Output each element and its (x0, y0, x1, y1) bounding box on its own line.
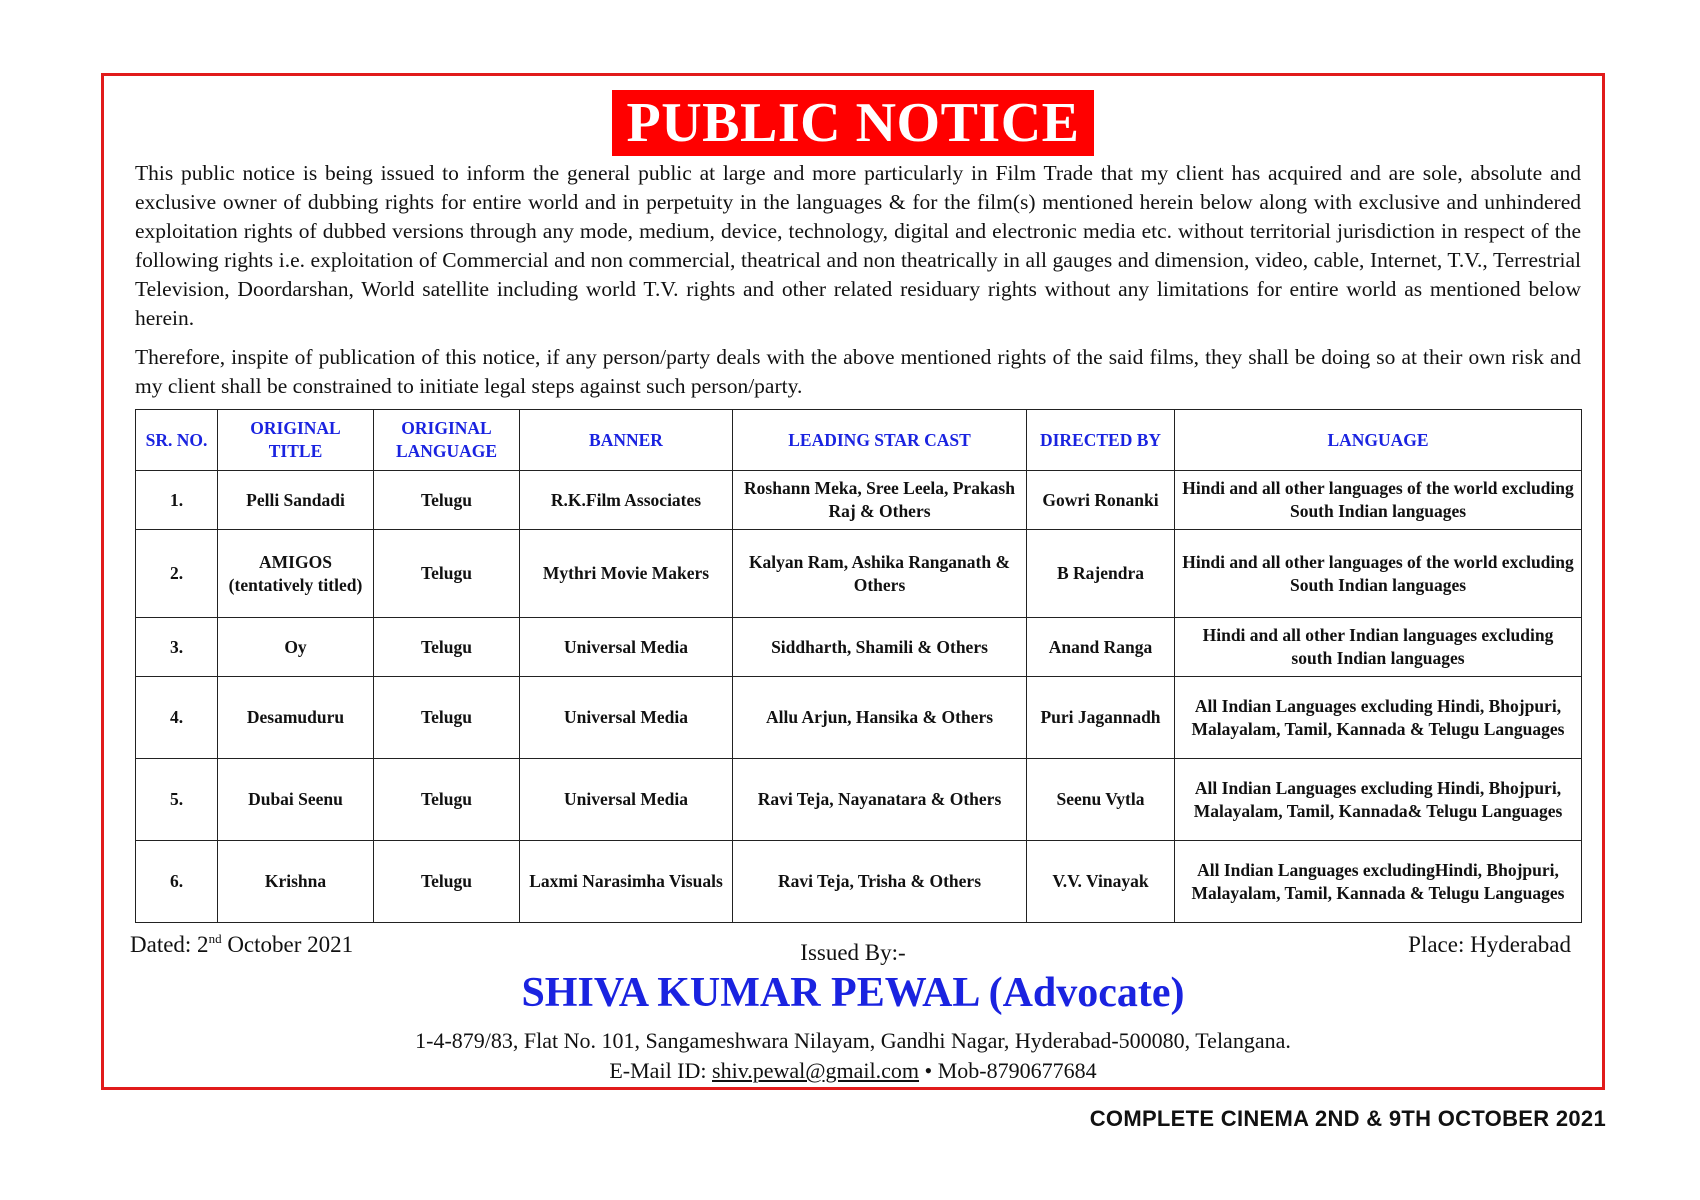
header-original-title: ORIGINAL TITLE (218, 410, 374, 471)
cell-sr-no: 3. (136, 618, 218, 677)
table-row (136, 759, 1582, 841)
cell-original-title: Pelli Sandadi (218, 471, 374, 530)
header-leading-star-cast: LEADING STAR CAST (733, 410, 1027, 471)
notice-paragraph-1: This public notice is being issued to inform the general public at large and more particularly in Film Trade that my client has acquired and are sole, absolute and exclusive owner of dubbing rights for entire world and in perpetuity in the languages & for the film(s) mentioned herein below along with exclusive and unhindered exploitation rights of dubbed versions through any mode, medium, device, technology, digital and electronic media etc. without territorial jurisdiction in respect of the following rights i.e. exploitation of Commercial and non commercial, theatrical and non theatrically in all gauges and dimension, video, cable, Internet, T.V., Terrestrial Television, Doordarshan, World satellite including world T.V. rights and other related residuary rights without any limitations for entire world as mentioned below herein. (135, 161, 1581, 330)
table-row (136, 677, 1582, 759)
cell-banner: Universal Media (520, 618, 733, 677)
issued-by: Issued By:- (800, 940, 906, 965)
header-directed-by: DIRECTED BY (1027, 410, 1175, 471)
cell-language: All Indian Languages excluding Hindi, Bhojpuri, Malayalam, Tamil, Kannada & Telugu Languages (1175, 677, 1582, 759)
publication-line: COMPLETE CINEMA 2ND & 9TH OCTOBER 2021 (1089, 1106, 1606, 1131)
cell-sr-no: 1. (136, 471, 218, 530)
cell-sr-no: 2. (136, 530, 218, 618)
cell-directed-by: V.V. Vinayak (1027, 841, 1175, 923)
cell-original-title: Dubai Seenu (218, 759, 374, 841)
cell-original-title: AMIGOS (tentatively titled) (218, 530, 374, 618)
cell-star-cast: Allu Arjun, Hansika & Others (733, 677, 1027, 759)
cell-directed-by: Seenu Vytla (1027, 759, 1175, 841)
address-line: 1-4-879/83, Flat No. 101, Sangameshwara Nilayam, Gandhi Nagar, Hyderabad-500080, Telangana. (415, 1028, 1291, 1053)
cell-star-cast: Ravi Teja, Trisha & Others (733, 841, 1027, 923)
cell-original-language: Telugu (374, 841, 520, 923)
cell-original-language: Telugu (374, 618, 520, 677)
cell-sr-no: 5. (136, 759, 218, 841)
cell-language: All Indian Languages excluding Hindi, Bhojpuri, Malayalam, Tamil, Kannada& Telugu Languages (1175, 759, 1582, 841)
cell-directed-by: Anand Ranga (1027, 618, 1175, 677)
cell-sr-no: 4. (136, 677, 218, 759)
cell-language: Hindi and all other Indian languages excluding south Indian languages (1175, 618, 1582, 677)
cell-original-language: Telugu (374, 677, 520, 759)
table-header-row (136, 410, 1582, 471)
cell-star-cast: Siddharth, Shamili & Others (733, 618, 1027, 677)
cell-banner: R.K.Film Associates (520, 471, 733, 530)
table-row (136, 471, 1582, 530)
notice-paragraph-2: Therefore, inspite of publication of this notice, if any person/party deals with the above mentioned rights of the said films, they shall be doing so at their own risk and my client shall be constrained to initiate legal steps against such person/party. (135, 345, 1581, 398)
cell-original-language: Telugu (374, 471, 520, 530)
cell-language: Hindi and all other languages of the world excluding South Indian languages (1175, 530, 1582, 618)
header-language: LANGUAGE (1175, 410, 1582, 471)
cell-star-cast: Ravi Teja, Nayanatara & Others (733, 759, 1027, 841)
contact-line (104, 1056, 1602, 1086)
cell-original-title: Krishna (218, 841, 374, 923)
cell-language: All Indian Languages excludingHindi, Bhojpuri, Malayalam, Tamil, Kannada & Telugu Languages (1175, 841, 1582, 923)
title-wrap (104, 90, 1602, 156)
advocate-name: SHIVA KUMAR PEWAL (Advocate) (521, 970, 1185, 1016)
cell-original-language: Telugu (374, 759, 520, 841)
place-line: Place: Hyderabad (1408, 932, 1571, 957)
cell-directed-by: B Rajendra (1027, 530, 1175, 618)
cell-star-cast: Kalyan Ram, Ashika Ranganath & Others (733, 530, 1027, 618)
cell-language: Hindi and all other languages of the world excluding South Indian languages (1175, 471, 1582, 530)
header-banner: BANNER (520, 410, 733, 471)
email-label: E-Mail ID: (609, 1058, 713, 1083)
cell-original-title: Oy (218, 618, 374, 677)
table-row (136, 618, 1582, 677)
email-link[interactable]: shiv.pewal@gmail.com (712, 1058, 920, 1083)
cell-directed-by: Puri Jagannadh (1027, 677, 1175, 759)
cell-banner: Laxmi Narasimha Visuals (520, 841, 733, 923)
cell-sr-no: 6. (136, 841, 218, 923)
notice-frame (101, 73, 1605, 1090)
cell-directed-by: Gowri Ronanki (1027, 471, 1175, 530)
table-row (136, 841, 1582, 923)
cell-banner: Mythri Movie Makers (520, 530, 733, 618)
films-table (135, 409, 1582, 923)
cell-original-language: Telugu (374, 530, 520, 618)
cell-original-title: Desamuduru (218, 677, 374, 759)
header-sr-no: SR. NO. (136, 410, 218, 471)
table-row (136, 530, 1582, 618)
mobile-number: • Mob-8790677684 (919, 1058, 1097, 1083)
dated-superscript: nd (208, 931, 222, 946)
dated-suffix: October 2021 (221, 932, 354, 957)
notice-title: PUBLIC NOTICE (612, 90, 1093, 156)
dated-prefix: Dated: 2 (130, 932, 209, 957)
cell-banner: Universal Media (520, 759, 733, 841)
cell-banner: Universal Media (520, 677, 733, 759)
cell-star-cast: Roshann Meka, Sree Leela, Prakash Raj & Others (733, 471, 1027, 530)
header-original-language: ORIGINAL LANGUAGE (374, 410, 520, 471)
